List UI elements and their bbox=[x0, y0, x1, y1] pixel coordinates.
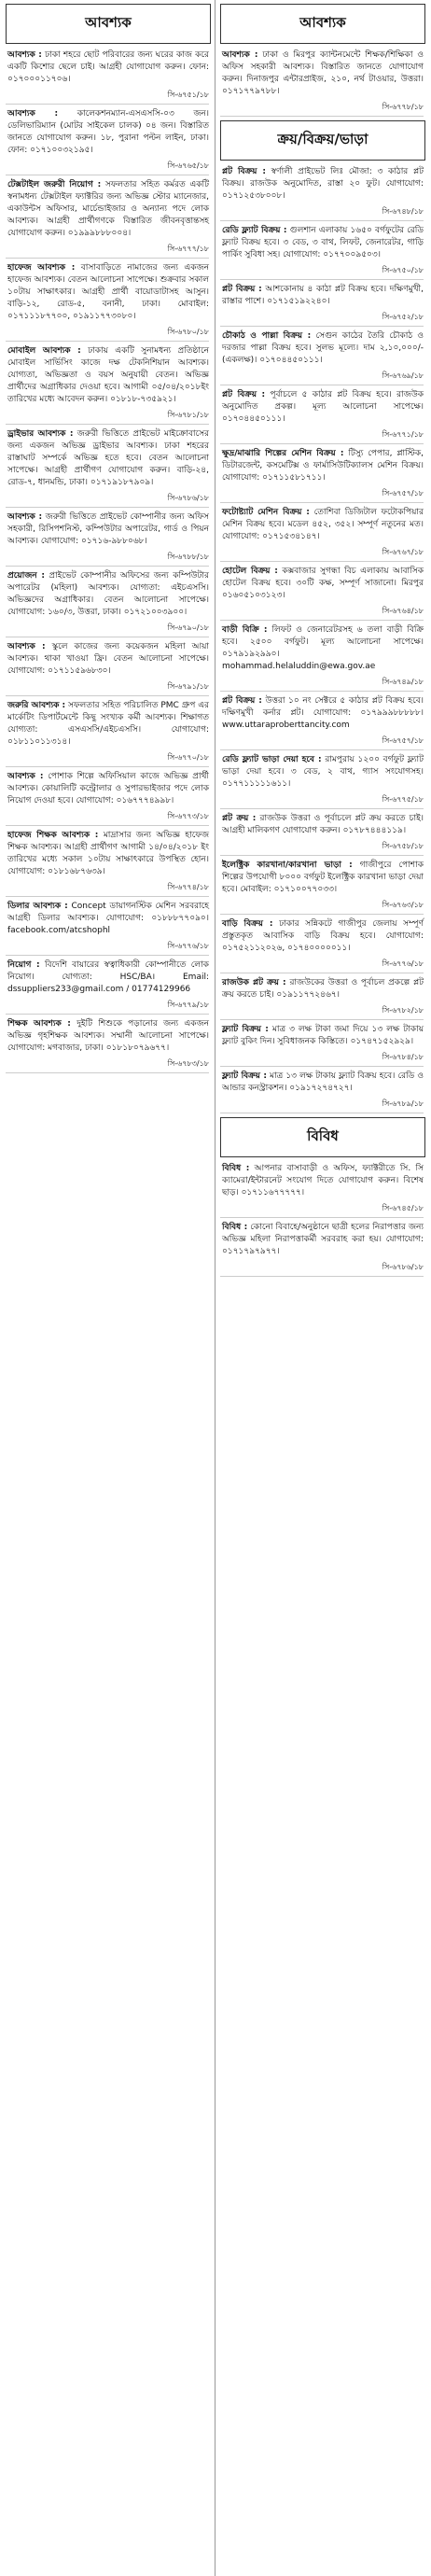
ad-text bbox=[222, 813, 424, 837]
classified-ad bbox=[220, 813, 425, 856]
ad-heading: মোবাইল আবশ্যক : bbox=[7, 346, 81, 356]
ad-text bbox=[222, 1222, 424, 1258]
ad-body: আপনার বাসাবাড়ী ও অফিস, ফ্যাক্টরীতে সি. সি ক্যামেরা/ইন্টারনেট সংযোগ দিতে যোগাযোগ করুন। বিশেষ ছাড়। ০১৭১১৬৭৭৭৭৭। bbox=[222, 1164, 424, 1197]
ad-code: সি-৬৭৮০/১৮ bbox=[6, 327, 209, 342]
ad-text bbox=[7, 511, 209, 548]
ad-heading: প্রয়োজন : bbox=[7, 571, 45, 581]
ad-code: সি-৬৭৬৪/১৮ bbox=[220, 606, 424, 621]
ad-text bbox=[7, 179, 209, 240]
ad-body: ঢাকা শহরে ছোট পরিবারের জন্য ঘরের কাজ করে একটি কিশোর ছেলে চাই। আগ্রহী যোগাযোগ করুন। ফোন: ০১৭০০০১১৭০৬। bbox=[7, 50, 209, 84]
ad-text bbox=[222, 754, 424, 791]
ad-code: সি-৬৭৫৮/১৮ bbox=[220, 841, 424, 856]
ad-heading: প্লট বিক্রয় : bbox=[222, 167, 266, 176]
classified-ad bbox=[220, 918, 425, 973]
right-mid-ads-list bbox=[220, 166, 425, 1113]
classified-ad bbox=[6, 570, 211, 637]
classified-ad bbox=[6, 345, 211, 425]
ad-text bbox=[222, 918, 424, 955]
ad-heading: আবশ্যক : bbox=[7, 772, 44, 781]
ad-heading: রেডি ফ্ল্যাট ভাড়া দেয়া হবে : bbox=[222, 755, 322, 764]
section-header-wanted: আবশ্যক bbox=[6, 4, 211, 44]
ad-heading: হাফেজ আবশ্যক : bbox=[7, 263, 76, 273]
ad-heading: জরুরি আবশ্যক : bbox=[7, 701, 66, 710]
ad-body: স্বর্ণালী প্রাইভেট লিঃ মৌজা: ৩ কাঠার প্লট বিক্রয়। রাজউক অনুমোদিত, রাস্তা ২০ ফুট। যোগাযোগ: ০১৭১২৫৩৮০০৮। bbox=[222, 167, 424, 201]
classified-ad bbox=[6, 108, 211, 175]
classified-ad bbox=[220, 448, 425, 503]
classified-ad bbox=[220, 225, 425, 280]
ad-text bbox=[7, 830, 209, 878]
classified-ad bbox=[6, 641, 211, 696]
ad-body: সফলতার সহিত কর্মরত একটি স্বনামধন্য টেক্সটাইল ফ্যাক্টরির জন্য অভিজ্ঞ স্টোর ম্যানেজার, একাউন্টস অফিসার, মার্চেন্ডাইজার ও অন্যান্য পদে লোক আবশ্যক। আগ্রহী প্রার্থীগণকে বিস্তারিত জীবনবৃত্তান্তসহ যোগাযোগ করুন। ০১৯৯৯৮৮৮০০৪। bbox=[7, 180, 209, 238]
classified-ad bbox=[6, 901, 211, 956]
classified-ad bbox=[220, 1222, 425, 1277]
ad-text bbox=[222, 166, 424, 203]
ad-text bbox=[222, 624, 424, 673]
ad-text bbox=[7, 700, 209, 749]
ad-heading: রাজউক প্লট ক্রয় : bbox=[222, 978, 286, 987]
classified-ad bbox=[220, 389, 425, 444]
ad-heading: বাড়ি বিক্রয় : bbox=[222, 919, 273, 929]
ad-body: ঢাকায় একটি সুনামধন্য প্রতিষ্ঠানে মোবাইল সার্ভিসিং কাজে দক্ষ টেকনিশিয়ান আবশ্যক। যোগ্যতা, অভিজ্ঞতা ও বয়স অনুযায়ী বেতন। অভিজ্ঞ প্রার্থীদের অগ্রাধিকার দেওয়া হবে। আগামী ০৫/০৪/২০১৮ইং তারিখের মধ্যে আবেদন করুন। ০১৮১৮-৭৩৫৯২১। bbox=[7, 346, 209, 404]
ad-body: মাত্র ৩ লক্ষ টাকা জমা দিয়ে ১৩ লক্ষ টাকায় ফ্ল্যাট বুকিং দিন। সুবিধাজনক কিস্তিতে। ০১৭৪৭১৫২৯২৯। bbox=[222, 1025, 424, 1046]
classified-ad bbox=[220, 166, 425, 221]
classified-ad bbox=[6, 830, 211, 897]
ad-body: রাজউক উত্তরা ও পূর্বাচলে প্লট ক্রয় করতে চাই। আগ্রহী মালিকগণ যোগাযোগ করুন। ০১৭৮৭৪৪৪১১৯। bbox=[222, 814, 424, 835]
ad-text bbox=[222, 695, 424, 732]
classified-ad bbox=[6, 959, 211, 1015]
classified-ad bbox=[6, 700, 211, 767]
ad-heading: টেক্সটাইল জরুরী নিয়োগ : bbox=[7, 180, 102, 189]
classified-ad bbox=[220, 330, 425, 385]
section-header-miscellaneous: বিবিধ bbox=[220, 1117, 425, 1157]
ad-text bbox=[222, 1024, 424, 1048]
ad-body: রামপুরায় ১২০০ বর্গফুট ফ্ল্যাট ভাড়া দেয়া হবে। ৩ বেড, ২ বাথ, গ্যাস সংযোগসহ। ০১৭৭১১১১১৬১১। bbox=[222, 755, 424, 789]
ad-body: ঢাকা ও মিরপুর ক্যান্টনমেন্টে শিক্ষক/শিক্ষিকা ও অফিস সহকারী আবশ্যক। বিস্তারিত জানতে যোগাযোগ করুন। দিনাজপুর এন্টারপ্রাইজ, ২১০, নর্থ টাওয়ার, উত্তরা। ০১৭১৭৭৯৭৮৮। bbox=[222, 50, 424, 96]
left-column bbox=[6, 0, 211, 1077]
ad-text bbox=[222, 330, 424, 367]
ad-code: সি-৬৭৭৯/১৮ bbox=[6, 1000, 209, 1015]
ad-text bbox=[222, 225, 424, 261]
ad-code: সি-৬৭৯০/১৮ bbox=[6, 623, 209, 637]
ad-text bbox=[7, 641, 209, 678]
ad-heading: আবশ্যক : bbox=[7, 642, 46, 651]
ad-heading: রেডি ফ্ল্যাট বিক্রয় : bbox=[222, 226, 287, 235]
ad-text bbox=[7, 1018, 209, 1055]
ad-text bbox=[7, 49, 209, 86]
classified-ad bbox=[6, 49, 211, 105]
classified-ad bbox=[220, 695, 425, 750]
ad-heading: বিবিধ : bbox=[222, 1164, 250, 1173]
classified-ad bbox=[220, 49, 425, 117]
section-header-wanted-right: আবশ্যক bbox=[220, 4, 425, 44]
ad-body: উত্তরা ১০ নং সেক্টরে ৫ কাঠার প্লট বিক্রয় হবে। দক্ষিণমুখী কর্নার প্লট। যোগাযোগ: ০১৭৯৯৯৮৮৮৮৮। www.uttaraproberttancity.com bbox=[222, 696, 424, 730]
ad-text bbox=[222, 389, 424, 426]
classified-ad bbox=[220, 1163, 425, 1218]
ad-code: সি-৬৭৫০/১৮ bbox=[220, 265, 424, 280]
classified-ad bbox=[6, 1018, 211, 1073]
ad-heading: ইলেক্ট্রিক কারখানা/কারখানা ভাড়া : bbox=[222, 861, 353, 870]
classified-ad bbox=[220, 977, 425, 1020]
ad-code: সি-৬৭৬৫/১৮ bbox=[6, 161, 209, 175]
ad-body: জরুরী ভিত্তিতে প্রাইভেট মাইক্রোবাসের জন্য একজন অভিজ্ঞ ড্রাইভার আবশ্যক। ঢাকা শহরের রাস্তাঘাট সম্পর্কে অভিজ্ঞ হতে হবে। বেতন আলোচনা সাপেক্ষে। আগ্রহী প্রার্থীগণ যোগাযোগ করুন। বাড়ি-২৪, রোড-৭, ধানমন্ডি, ঢাকা। ০১৭১৯১৮৭৯০৯। bbox=[7, 429, 209, 487]
ad-code: সি-৬৭৭১/১৮ bbox=[220, 429, 424, 444]
ad-body: কক্সবাজার সুগন্ধা বিচ এলাকায় আবাসিক হোটেল বিক্রয় হবে। ৩০টি কক্ষ, সম্পূর্ণ সাজানো। মিরপুর ০১৬০৫১০৩১২৩। bbox=[222, 567, 424, 600]
ad-text bbox=[7, 570, 209, 619]
ad-code: সি-৬৭৫৭/১৮ bbox=[220, 735, 424, 750]
ad-heading: আবশ্যক : bbox=[222, 50, 258, 60]
ad-code: সি-৬৭৯১/১৮ bbox=[6, 681, 209, 696]
ad-text bbox=[222, 49, 424, 98]
ad-body: লিফট ও জেনারেটরসহ ৬ তলা বাড়ী বিক্রি হবে। ২৫০০ বর্গফুট। মূল্য আলোচনা সাপেক্ষে। ০১৭৯১৯২৯৯০। mohammad.helaluddin@ewa.gov.ae bbox=[222, 625, 424, 671]
ad-body: মাত্র ১৩ লক্ষ টাকায় ফ্ল্যাট বিক্রয় হবে। রেডি ও আন্ডার কনস্ট্রাকশন। ০১৯১৭২৭৪৭২৭। bbox=[222, 1071, 424, 1093]
ad-code: সি-৬৭৭০/১৮ bbox=[6, 752, 209, 767]
ad-code: সি-৬৭৭৮/১৮ bbox=[220, 102, 424, 117]
ad-body: বাসাবাড়িতে নামাজের জন্য একজন হাফেজ আবশ্যক। বেতন আলোচনা সাপেক্ষে। শুক্রবার সকাল ১০টায় সাক্ষাৎকার। আগ্রহী প্রার্থী বায়োডাটাসহ আসুন। বাড়ি-১২, রোড-৫, বনানী, ঢাকা। মোবাইল: ০১৭১১১৮৭৭০০, ০১৯১১৭৭৩০৮০। bbox=[7, 263, 209, 321]
right-column bbox=[220, 0, 425, 1281]
ad-code: সি-৬৭৪৮/১৮ bbox=[220, 206, 424, 221]
ad-text bbox=[222, 977, 424, 1001]
ad-body: গুলশান এলাকায় ১৬৫০ বর্গফুটের রেডি ফ্ল্যাট বিক্রয় হবে। ৩ বেড, ৩ বাথ, লিফট, জেনারেটর, গাড়ি পার্কিং সুবিধা সহ। যোগাযোগ: ০১৭৭০০৯৫০৩। bbox=[222, 226, 424, 259]
ad-heading: ডিলার আবশ্যক : bbox=[7, 902, 68, 911]
classified-ad bbox=[6, 262, 211, 342]
ad-heading: প্লট বিক্রয় : bbox=[222, 696, 262, 706]
ad-body: তোশিবা ডিজিটাল ফটোকপিয়ার মেশিন বিক্রয় হবে। মডেল ৪৫২, ৩৫২। সম্পূর্ণ নতুনের মত। যোগাযোগ: ০১৭১৫৩৪১৪৭। bbox=[222, 508, 424, 541]
classified-ad bbox=[6, 179, 211, 259]
classified-ad bbox=[220, 624, 425, 692]
ad-text bbox=[222, 566, 424, 602]
ad-body: কোনো বিবাহে/অনুষ্ঠানে ছাত্রী হলের নিরাপত্তার জন্য অভিজ্ঞ মহিলা নিরাপত্তাকর্মী সরবরাহ করা হয়। যোগাযোগ: ০১৭১৭৯৭৯৭৭। bbox=[222, 1223, 424, 1256]
ad-code: সি-৬৭৫২/১৮ bbox=[220, 312, 424, 327]
column-divider bbox=[215, 0, 216, 2576]
ad-heading: ড্রাইভার আবশ্যক : bbox=[7, 429, 74, 439]
ad-body: Concept ডায়াগনস্টিক মেশিন সরবরাহে আগ্রহী ডিলার আবশ্যক। যোগাযোগ: ০১৮৮৮৭৭০৯০। facebook.com/atcshophl bbox=[7, 902, 209, 935]
ad-heading: শিক্ষক আবশ্যক : bbox=[7, 1019, 71, 1029]
ad-heading: ফ্ল্যাট বিক্রয় : bbox=[222, 1025, 269, 1034]
ad-heading: আবশ্যক : bbox=[7, 512, 43, 522]
section-header-buy-sell-rent: ক্রয়/বিক্রয়/ভাড়া bbox=[220, 120, 425, 161]
ad-code: সি-৬৭৭৩/১৮ bbox=[6, 811, 209, 826]
ad-text bbox=[7, 959, 209, 996]
ad-heading: প্লট বিক্রয় : bbox=[222, 390, 266, 399]
ad-code: সি-৬৭৬৯/১৮ bbox=[220, 371, 424, 385]
classified-ad bbox=[220, 566, 425, 621]
ad-heading: প্লট বিক্রয় : bbox=[222, 285, 262, 294]
ad-body: ঢাকার সন্নিকটে গাজীপুর জেলায় সম্পূর্ণ প্রস্তুতকৃত আবাসিক বাড়ি বিক্রয় হবে। যোগাযোগ: ০১৭৫২১১২০২৬, ০১৭৪০০০০০১১। bbox=[222, 919, 424, 953]
ad-body: আশকোনায় ৪ কাঠা প্লট বিক্রয় হবে। দক্ষিণমুখী, রাস্তার পাশে। ০১৭১৫১৯২২৪০। bbox=[222, 285, 424, 306]
ad-code: সি-৬৭৭৭/১৮ bbox=[6, 244, 209, 259]
ad-body: পোশাক শিল্পে অফিসিয়াল কাজে অভিজ্ঞ প্রার্থী আবশ্যক। কোয়ালিটি কন্ট্রোলার ও সুপারভাইজার পদে লোক নিয়োগ দেওয়া হবে। যোগাযোগ: ০১৬৭৭৭৪৯৯৮। bbox=[7, 772, 209, 805]
ad-code: সি-৬৭৪৫/১৮ bbox=[220, 1203, 424, 1218]
classified-ad bbox=[220, 754, 425, 809]
ad-text bbox=[7, 262, 209, 323]
ad-code: সি-৬৭৭৪/১৮ bbox=[6, 882, 209, 897]
ad-code: সি-৬৭৮৩/১৮ bbox=[6, 1058, 209, 1073]
ad-code: সি-৬৭৫৭/১৮ bbox=[220, 488, 424, 503]
ad-text bbox=[7, 428, 209, 489]
ad-body: সফলতার সহিত পরিচালিত PMC গ্রুপ এর মার্কেটিং ডিপার্টমেন্টে কিছু সংখ্যক কর্মী আবশ্যক। শিক্ষাগত যোগ্যতা: এসএসসি/এইচএসসি। যোগাযোগ: ০১৮১১০১১৩১৪। bbox=[7, 701, 209, 747]
ad-body: স্কুলে কাজের জন্য কয়েকজন মহিলা আয়া আবশ্যক। থাকা খাওয়া ফ্রি। বেতন আলোচনা সাপেক্ষে। যোগাযোগ: ০১৭১১৫৯৬৮৩০। bbox=[7, 642, 209, 676]
ad-body: জরুরী ভিত্তিতে প্রাইভেট কোম্পানীর জন্য অফিস সহকারী, রিসিপশনিস্ট, কম্পিউটার অপারেটর, গার্ড ও পিয়ন আবশ্যক। যোগাযোগ: ০১৭১৬-৯৮৮০৬৮। bbox=[7, 512, 209, 546]
ad-body: বিদেশি বায়ারের স্বত্বাধিকারী কোম্পানীতে লোক নিয়োগ। যোগ্যতা: HSC/BA। Email: dssuppliers233@gmail.com / 01774129966 bbox=[7, 960, 209, 994]
ad-text bbox=[222, 1163, 424, 1199]
ad-code: সি-৬৭৮২/১৮ bbox=[220, 1005, 424, 1020]
ad-body: মাদ্রাসার জন্য অভিজ্ঞ হাফেজ শিক্ষক আবশ্যক। আগ্রহী প্রার্থীগণ আগামী ১৪/০৪/২০১৮ ইং তারিখের মধ্যে সকাল ১০টায় সাক্ষাৎকারে উপস্থিত হোন। যোগাযোগ: ০১৮১৬৮৭৬৩৯। bbox=[7, 831, 209, 876]
right-bottom-ads-list bbox=[220, 1163, 425, 1277]
classified-ad bbox=[220, 1024, 425, 1067]
ad-text bbox=[222, 1071, 424, 1095]
left-ads-list bbox=[6, 49, 211, 1073]
classified-ad bbox=[6, 511, 211, 567]
ad-code: সি-৬৭৮৯/১৮ bbox=[220, 1099, 424, 1113]
ad-text bbox=[222, 284, 424, 308]
ad-code: সি-৬৭৮১/১৮ bbox=[6, 410, 209, 425]
ad-code: সি-৬৭৬৭/১৮ bbox=[220, 547, 424, 562]
ad-heading: হোটেল বিক্রয় : bbox=[222, 567, 278, 576]
ad-text bbox=[222, 507, 424, 543]
ad-heading: আবশ্যক : bbox=[7, 50, 42, 60]
ad-code: সি-৬৭৮৪/১৮ bbox=[220, 1052, 424, 1067]
ad-body: সেগুন কাঠের তৈরি চৌকাঠ ও দরজার পাল্লা বিক্রয় হবে। সুলভ মূল্যে। দাম ২,১০,০০০/- (একলক্ষ)। ০১৭০৪৪৫০১১১। bbox=[222, 331, 424, 365]
classified-ad bbox=[220, 507, 425, 562]
ad-heading: ক্ষুদ্র/মাঝারি শিল্পের মেশিন বিক্রয় : bbox=[222, 449, 344, 458]
classified-ad bbox=[6, 771, 211, 826]
ad-body: কালেকশনম্যান-এসএসসি-০৩ জন। ডেলিভারিম্যান (মোটর সাইকেল চালক) ০৪ জন। বিস্তারিত জানতে যোগাযোগ করুন। ১৮, পুরানা পল্টন লাইন, ঢাকা। ফোন: ০১৭১০০৩২১৯৫। bbox=[7, 109, 209, 155]
ad-code: সি-৬৭৫১/১৮ bbox=[6, 90, 209, 105]
ad-code: সি-৬৭৪৯/১৮ bbox=[220, 677, 424, 692]
ad-heading: বাড়ী বিক্রি : bbox=[222, 625, 268, 635]
ad-heading: আবশ্যক : bbox=[7, 109, 59, 119]
ad-body: পূর্বাচলে ৫ কাঠার প্লট বিক্রয় হবে। রাজউক অনুমোদিত প্রকল্প। মূল্য আলোচনা সাপেক্ষে। ০১৭০৪৪৫০১১১। bbox=[222, 390, 424, 424]
classified-ad bbox=[6, 428, 211, 508]
ad-heading: নিয়োগ : bbox=[7, 960, 40, 970]
ad-heading: ফটোষ্ট্যাট মেশিন বিক্রয় : bbox=[222, 508, 310, 517]
ad-text bbox=[222, 860, 424, 896]
ad-text bbox=[222, 448, 424, 484]
ad-text bbox=[7, 345, 209, 406]
classified-ad bbox=[220, 1071, 425, 1113]
ad-heading: প্লট ক্রয় : bbox=[222, 814, 257, 823]
ad-code: সি-৬৭৭৬/১৮ bbox=[220, 959, 424, 973]
ad-body: রাজউকের উত্তরা ও পূর্বাচল প্রকল্পে প্লট ক্রয় করতে চাই। ০১৯১১৭৭২৪৬৭। bbox=[222, 978, 424, 1000]
ad-text bbox=[7, 771, 209, 807]
ad-heading: চৌকাঠ ও পাল্লা বিক্রয় : bbox=[222, 331, 312, 341]
classified-ad bbox=[220, 860, 425, 915]
ad-body: টিস্যু পেপার, প্লাস্টিক, ডিটারজেন্ট, কসমেটিক্স ও ফার্মাসিউটিক্যালস মেশিন বিক্রয়। যোগাযোগ: ০১৭১১৫৮১৭১১। bbox=[222, 449, 424, 483]
ad-code: সি-৬৭৮৬/১৮ bbox=[220, 1262, 424, 1277]
ad-body: গাজীপুরে পোশাক শিল্পের উপযোগী ৮০০০ বর্গফুট ইলেক্ট্রিক কারখানা ভাড়া দেয়া হবে। মোবাইল: ০১৭১০০৭৭০৩৩। bbox=[222, 861, 424, 894]
ad-heading: বিবিধ : bbox=[222, 1223, 248, 1232]
ad-code: সি-৬৭৮৮/১৮ bbox=[6, 552, 209, 567]
ad-code: সি-৬৭৬৩/১৮ bbox=[220, 900, 424, 915]
ad-text bbox=[7, 108, 209, 157]
ad-code: সি-৬৭৭৫/১৮ bbox=[220, 794, 424, 809]
classified-ad bbox=[220, 284, 425, 327]
right-top-ads-list bbox=[220, 49, 425, 117]
ad-body: প্রাইভেট কোম্পানীর অফিসের জন্য কম্পিউটার অপারেটর (মহিলা) আবশ্যক। যোগ্যতা: এইচএসসি। অভিজ্ঞদের অগ্রাধিকার। বেতন আলোচনা সাপেক্ষে। যোগাযোগ: ১৬০/৩, উত্তরা, ঢাকা। ০১৭২১০০৩৯০০। bbox=[7, 571, 209, 617]
ad-heading: হাফেজ শিক্ষক আবশ্যক : bbox=[7, 831, 99, 840]
ad-code: সি-৬৭৭৬/১৮ bbox=[6, 941, 209, 956]
ad-text bbox=[7, 901, 209, 937]
ad-body: দুইটি শিশুকে পড়ানোর জন্য একজন অভিজ্ঞ গৃহশিক্ষক আবশ্যক। সম্মানী আলোচনা সাপেক্ষে। যোগাযোগ: মগবাজার, ঢাকা। ০১৮১৮০৭৯৬৭৭। bbox=[7, 1019, 209, 1053]
ad-code: সি-৬৭৮৬/১৮ bbox=[6, 493, 209, 508]
ad-heading: ফ্ল্যাট বিক্রয় : bbox=[222, 1071, 267, 1081]
